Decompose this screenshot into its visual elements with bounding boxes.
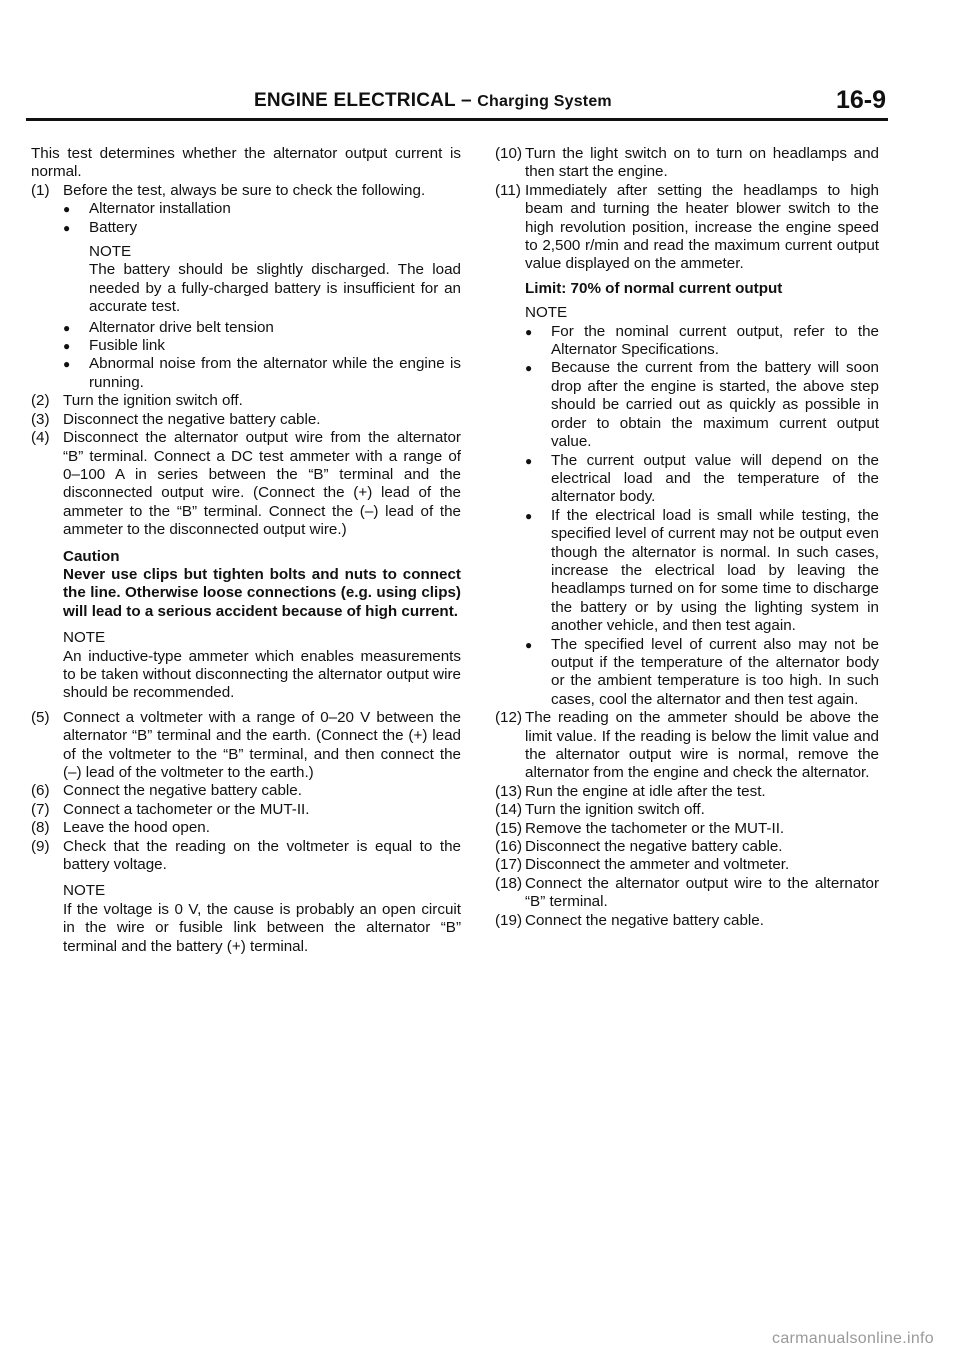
list-item: ● The current output value will depend on the electrical load and the temperature of the alternator body. xyxy=(525,451,879,506)
list-item: ● For the nominal current output, refer to the Alternator Specifications. xyxy=(525,322,879,359)
step-17 xyxy=(495,856,879,874)
bullet-icon: ● xyxy=(525,453,533,468)
step-19 xyxy=(495,912,879,930)
step-9-note xyxy=(31,882,461,956)
step-number: (4) xyxy=(31,429,50,447)
page-title xyxy=(254,90,612,112)
step-text: Connect the alternator output wire to the alternator “B” terminal. xyxy=(525,874,879,911)
step-5 xyxy=(31,709,461,783)
step-number: (15) xyxy=(495,819,523,837)
page-number: 16-9 xyxy=(835,86,886,114)
step-number: (6) xyxy=(31,782,50,800)
watermark: carmanualsonline.info xyxy=(772,1330,934,1347)
step-number: (5) xyxy=(31,708,50,726)
step-16 xyxy=(495,838,879,856)
bullet-icon: ● xyxy=(525,508,533,523)
step-text: Connect a tachometer or the MUT-II. xyxy=(63,800,310,818)
note-text: The battery should be slightly discharged. The load needed by a fully-charged battery is insufficient for an accurate test. xyxy=(89,261,461,316)
step-number: (11) xyxy=(495,181,521,199)
caution-text: Never use clips but tighten bolts and nuts to connect the line. Otherwise loose connections (e.g. using clips) will lead to a serious accident because of high current. xyxy=(63,565,461,620)
step-text: Disconnect the alternator output wire from the alternator “B” terminal. Connect a DC test ammeter with a range of 0–100 A in series between the “B” terminal and the disconnected output wire. (Connect the (+) lead of the ammeter to the “B” terminal. Connect the (–) lead of the ammeter to the disconnected output wire.) xyxy=(63,429,461,539)
step-6 xyxy=(31,782,461,800)
page-header xyxy=(26,84,888,121)
caution-label: Caution xyxy=(63,547,120,565)
step-4-notes xyxy=(31,548,461,703)
list-item: ● Abnormal noise from the alternator while the engine is running. xyxy=(63,355,461,391)
step-number: (14) xyxy=(495,801,523,819)
bullet-icon: ● xyxy=(63,220,71,235)
bullet-icon: ● xyxy=(63,339,71,354)
step-text: Turn the ignition switch off. xyxy=(525,801,705,819)
left-column xyxy=(31,145,461,956)
step-number: (7) xyxy=(31,800,50,818)
step-number: (18) xyxy=(495,874,523,892)
step-text: Remove the tachometer or the MUT-II. xyxy=(525,819,785,837)
step-7 xyxy=(31,801,461,819)
step-text: Turn the light switch on to turn on headlamps and then start the engine. xyxy=(525,145,879,181)
list-item: ● Battery xyxy=(63,218,138,236)
note-label: NOTE xyxy=(63,629,106,647)
step-15 xyxy=(495,820,879,838)
step-text: Connect the negative battery cable. xyxy=(525,911,764,929)
step-13 xyxy=(495,783,879,801)
title-separator: – xyxy=(461,90,472,111)
step-8 xyxy=(31,819,461,837)
note-label: NOTE xyxy=(525,304,568,322)
list-item: ● Because the current from the battery will soon drop after the engine is started, the above step should be carried out as quickly as possible in order to obtain the maximum current output value. xyxy=(525,359,879,451)
bullet-icon: ● xyxy=(63,202,71,217)
step-text: Turn the ignition switch off. xyxy=(63,392,243,410)
step-text: Disconnect the ammeter and voltmeter. xyxy=(525,856,790,874)
list-item: ● Alternator drive belt tension xyxy=(63,318,274,336)
step-11-details xyxy=(495,280,879,709)
list-item: ● If the electrical load is small while testing, the specified level of current may not be output even though the alternator is normal. In such cases, increase the electrical load by leaving the headlamps turned on for some time to discharge the battery or by using the lighting system in another vehicle, and then test again. xyxy=(525,506,879,635)
step-text: Before the test, always be sure to check the following. xyxy=(63,181,426,199)
step-text: Connect the negative battery cable. xyxy=(63,782,302,800)
step-12 xyxy=(495,709,879,783)
step-18 xyxy=(495,875,879,912)
bullet-icon: ● xyxy=(63,320,71,335)
list-item: ● The specified level of current also may not be output if the temperature of the alternator body or the ambient temperature is too high. In such cases, cool the alternator and then test again. xyxy=(525,635,879,708)
step-3 xyxy=(31,411,461,429)
step-number: (8) xyxy=(31,819,50,837)
note-label: NOTE xyxy=(89,243,132,261)
step-9 xyxy=(31,838,461,875)
step-number: (9) xyxy=(31,837,50,855)
step-1-checklist xyxy=(31,200,461,392)
section-title: ENGINE ELECTRICAL xyxy=(254,90,456,111)
step-text: Connect a voltmeter with a range of 0–20 V between the alternator “B” terminal and the earth. (Connect the (+) lead of the voltmeter to the “B” terminal, and then connect the (–) lead of the voltmeter to the earth.) xyxy=(63,708,461,781)
step-11 xyxy=(495,182,879,274)
step-text: Disconnect the negative battery cable. xyxy=(525,838,783,856)
step-number: (13) xyxy=(495,782,523,800)
step-number: (19) xyxy=(495,911,523,929)
bullet-icon: ● xyxy=(525,637,533,652)
bullet-icon: ● xyxy=(525,324,533,339)
note-text: An inductive-type ammeter which enables measurements to be taken without disconnecting the alternator output wire should be recommended. xyxy=(63,647,461,702)
step-number: (1) xyxy=(31,181,50,199)
bullet-icon: ● xyxy=(525,361,533,376)
step-text: Disconnect the negative battery cable. xyxy=(63,410,321,428)
step-14 xyxy=(495,801,879,819)
step-number: (10) xyxy=(495,145,523,162)
step-4 xyxy=(31,429,461,539)
list-item: ● Fusible link xyxy=(63,337,165,355)
step-text: Run the engine at idle after the test. xyxy=(525,782,766,800)
right-column xyxy=(495,145,879,930)
step-text: The reading on the ammeter should be above the limit value. If the reading is below the limit value and the alternator output wire is normal, remove the alternator from the engine and check the alternator. xyxy=(525,709,879,782)
step-number: (3) xyxy=(31,410,50,428)
step-text: Leave the hood open. xyxy=(63,819,210,837)
step-number: (16) xyxy=(495,838,523,856)
limit-spec: Limit: 70% of normal current output xyxy=(525,279,783,297)
step-number: (12) xyxy=(495,709,523,727)
step-text: Immediately after setting the headlamps to high beam and turning the heater blower switch to the high revolution position, increase the engine speed to 2,500 r/min and read the maximum current output value displayed on the ammeter. xyxy=(525,181,879,273)
step-10 xyxy=(495,145,879,182)
note-label: NOTE xyxy=(63,882,106,900)
step-1 xyxy=(31,182,461,200)
note-block xyxy=(63,243,461,317)
step-2 xyxy=(31,392,461,410)
list-item: ● Alternator installation xyxy=(63,200,231,218)
step-number: (2) xyxy=(31,392,50,410)
intro-paragraph: This test determines whether the alternator output current is normal. xyxy=(31,145,461,181)
bullet-icon: ● xyxy=(63,357,71,372)
step-number: (17) xyxy=(495,856,523,874)
subsection-title: Charging System xyxy=(477,93,612,110)
step-text: Check that the reading on the voltmeter is equal to the battery voltage. xyxy=(63,837,461,874)
note-text: If the voltage is 0 V, the cause is probably an open circuit in the wire or fusible link between the alternator “B” terminal and the battery (+) terminal. xyxy=(63,900,461,955)
